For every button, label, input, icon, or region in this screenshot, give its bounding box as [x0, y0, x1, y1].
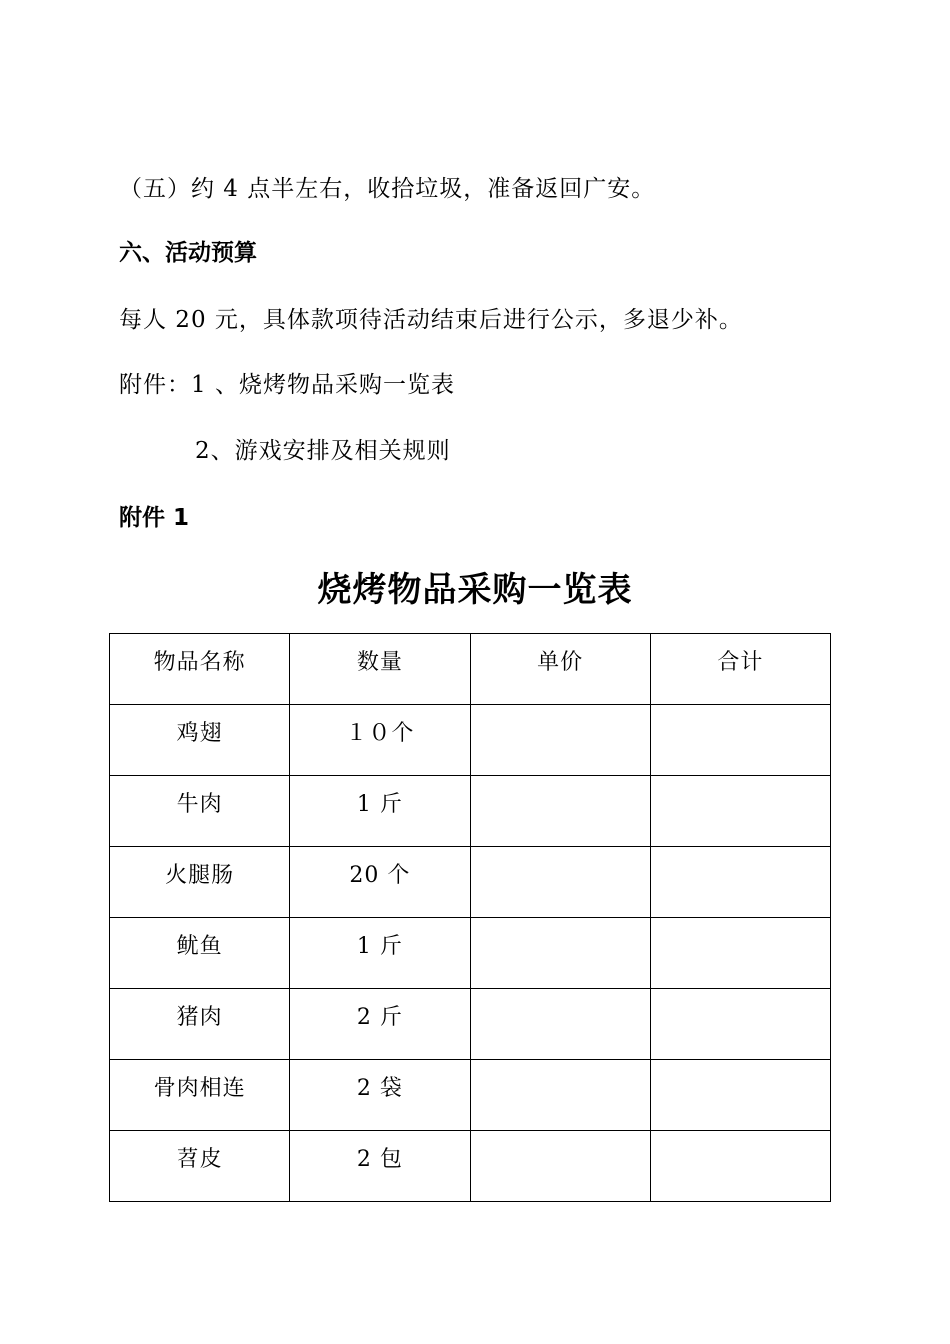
cell-name	[110, 1060, 290, 1131]
header-name-text: 物品名称	[153, 650, 246, 675]
cell-name	[110, 776, 290, 847]
item-qty: 2 包	[356, 1147, 403, 1172]
cell-qty	[290, 705, 470, 776]
cell-name	[110, 705, 290, 776]
item-name: 牛肉	[176, 792, 223, 817]
item-qty: 1 斤	[356, 934, 403, 959]
item-total	[651, 918, 830, 932]
item-price	[471, 705, 650, 719]
item-price	[471, 989, 650, 1003]
cell-total	[650, 1131, 830, 1202]
cell-qty	[290, 989, 470, 1060]
cell-qty	[290, 847, 470, 918]
item-name: 鸡翅	[176, 721, 223, 746]
cell-price	[470, 847, 650, 918]
cell-total	[650, 705, 830, 776]
item-price	[471, 918, 650, 932]
step5-paragraph: （五）约 4 点半左右，收拾垃圾，准备返回广安。	[119, 176, 656, 202]
cell-price	[470, 1060, 650, 1131]
header-cell-qty	[290, 634, 470, 705]
item-name: 鱿鱼	[176, 934, 223, 959]
header-cell-total	[650, 634, 830, 705]
cell-total	[650, 989, 830, 1060]
item-price	[471, 1060, 650, 1074]
item-price	[471, 776, 650, 790]
table-row	[110, 705, 831, 776]
item-name: 火腿肠	[165, 863, 235, 888]
table-row	[110, 1131, 831, 1202]
item-total	[651, 989, 830, 1003]
header-cell-name	[110, 634, 290, 705]
table-row	[110, 989, 831, 1060]
cell-name	[110, 989, 290, 1060]
item-qty: 1 斤	[356, 792, 403, 817]
item-qty: 2 袋	[356, 1076, 403, 1101]
header-qty-text: 数量	[356, 650, 403, 675]
budget-paragraph: 每人 20 元，具体款项待活动结束后进行公示，多退少补。	[119, 307, 743, 333]
item-price	[471, 847, 650, 861]
cell-price	[470, 989, 650, 1060]
table-row	[110, 847, 831, 918]
cell-qty	[290, 776, 470, 847]
item-name: 猪肉	[176, 1005, 223, 1030]
item-total	[651, 1131, 830, 1145]
header-cell-price	[470, 634, 650, 705]
table-row	[110, 918, 831, 989]
attachment-line-1: 附件：1 、烧烤物品采购一览表	[119, 372, 455, 398]
attachment1-label: 附件 1	[119, 505, 190, 531]
item-total	[651, 776, 830, 790]
item-qty: 2 斤	[356, 1005, 403, 1030]
table-header-row	[110, 634, 831, 705]
cell-price	[470, 918, 650, 989]
attachment-line-2: 2、游戏安排及相关规则	[195, 438, 451, 464]
cell-price	[470, 705, 650, 776]
table-row	[110, 776, 831, 847]
cell-name	[110, 918, 290, 989]
cell-total	[650, 918, 830, 989]
header-price-text: 单价	[537, 650, 584, 675]
table-title: 烧烤物品采购一览表	[317, 570, 633, 610]
section6-heading: 六、活动预算	[119, 240, 257, 266]
item-total	[651, 847, 830, 861]
item-qty: 20 个	[349, 863, 411, 888]
item-name: 骨肉相连	[153, 1076, 246, 1101]
item-qty: １０个	[345, 721, 415, 746]
item-total	[651, 705, 830, 719]
item-name: 苕皮	[176, 1147, 223, 1172]
cell-name	[110, 847, 290, 918]
cell-qty	[290, 1060, 470, 1131]
header-total-text: 合计	[717, 650, 764, 675]
cell-name	[110, 1131, 290, 1202]
cell-price	[470, 1131, 650, 1202]
purchase-table	[109, 633, 831, 1202]
item-price	[471, 1131, 650, 1145]
cell-total	[650, 1060, 830, 1131]
table-row	[110, 1060, 831, 1131]
cell-price	[470, 776, 650, 847]
cell-total	[650, 847, 830, 918]
cell-qty	[290, 918, 470, 989]
cell-qty	[290, 1131, 470, 1202]
cell-total	[650, 776, 830, 847]
item-total	[651, 1060, 830, 1074]
